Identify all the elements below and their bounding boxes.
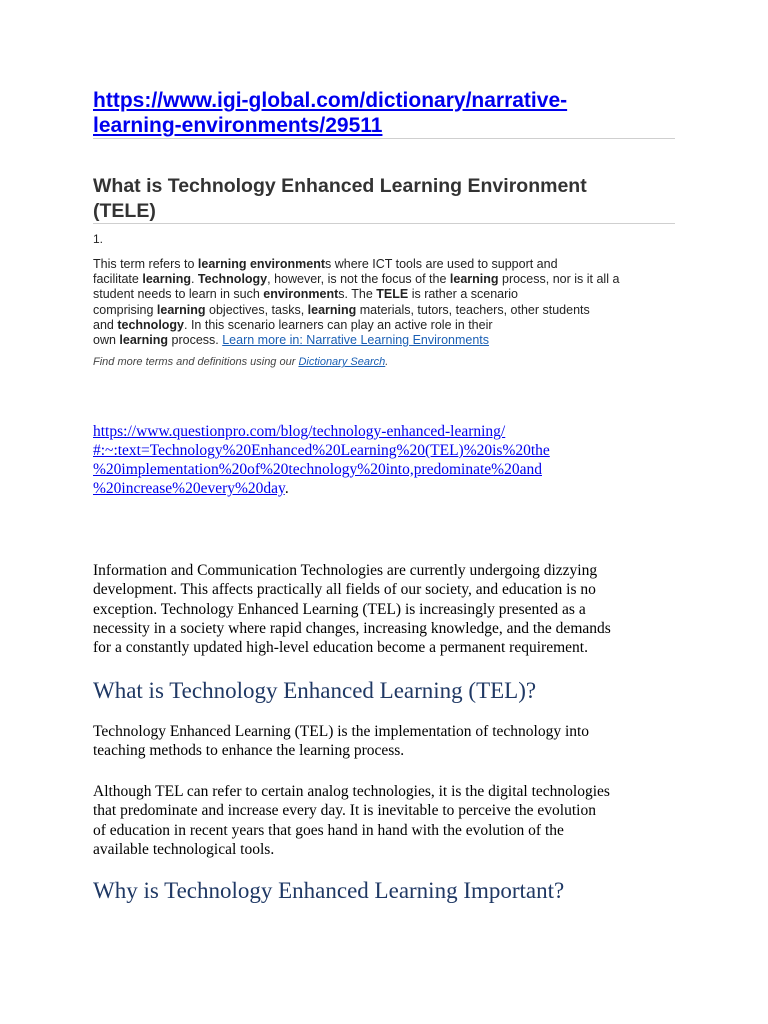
definition-number: 1. <box>93 232 104 246</box>
divider-top <box>93 138 675 139</box>
divider-tele <box>93 223 675 224</box>
definition-line-1: This term refers to learning environments where ICT tools are used to support and <box>93 257 558 271</box>
heading-what-is-tel: What is Technology Enhanced Learning (TEL)? <box>93 678 537 703</box>
heading-why-important: Why is Technology Enhanced Learning Important? <box>93 878 565 903</box>
definition-line-3: student needs to learn in such environments. The TELE is rather a scenario <box>93 287 518 302</box>
questionpro-link[interactable] <box>93 422 653 497</box>
qp-link-line-1: https://www.questionpro.com/blog/technology-enhanced-learning/ <box>93 423 506 440</box>
learn-more-link[interactable]: Learn more in: Narrative Learning Environments <box>222 333 490 348</box>
tel-definition-paragraph: Technology Enhanced Learning (TEL) is the implementation of technology into teaching methods to enhance the learning process. <box>93 723 590 760</box>
definition-line-2: facilitate learning. Technology, however, is not the focus of the learning process, nor is it all a <box>93 272 620 287</box>
tele-heading-line-1: What is Technology Enhanced Learning Environment <box>93 175 587 197</box>
igi-global-link[interactable] <box>93 88 683 138</box>
tele-definition <box>93 257 653 348</box>
tele-heading-line-2: (TELE) <box>93 200 156 222</box>
although-paragraph: Although TEL can refer to certain analog technologies, it is the digital technologies that predominate and increase every day. It is inevitable to perceive the evolution of education in recent years that goes hand in hand with the evolution of the available technological tools. <box>93 783 610 858</box>
definition-line-4: comprising learning objectives, tasks, learning materials, tutors, teachers, other students <box>93 302 590 317</box>
definition-line-5: and technology. In this scenario learners can play an active role in their <box>93 317 493 332</box>
qp-link-line-2: #:~:text=Technology%20Enhanced%20Learning%20(TEL)%20is%20the <box>93 442 550 459</box>
questionpro-link-block <box>93 422 653 498</box>
tele-heading <box>93 174 693 224</box>
igi-link-line-2: learning-environments/29511 <box>93 114 383 137</box>
intro-paragraph: Information and Communication Technologies are currently undergoing dizzying development. This affects practically all fields of our society, and education is no exception. Technology Enhanced Learning (TEL) is increasingly presented as a necessity in a society where rapid changes, increasing knowledge, and the demands for a constantly updated high-level education become a permanent requirement. <box>93 562 611 657</box>
dictionary-search-link[interactable]: Dictionary Search <box>298 356 386 368</box>
qp-link-trail: . <box>284 480 289 497</box>
qp-link-line-4: %20increase%20every%20day <box>93 480 285 497</box>
qp-link-line-3: %20implementation%20of%20technology%20into,predominate%20and <box>93 461 542 478</box>
find-more-note: Find more terms and definitions using our Dictionary Search. <box>93 356 389 368</box>
definition-line-6: own learning process. Learn more in: Narrative Learning Environments <box>93 333 490 348</box>
igi-link-line-1: https://www.igi-global.com/dictionary/narrative- <box>93 89 568 112</box>
